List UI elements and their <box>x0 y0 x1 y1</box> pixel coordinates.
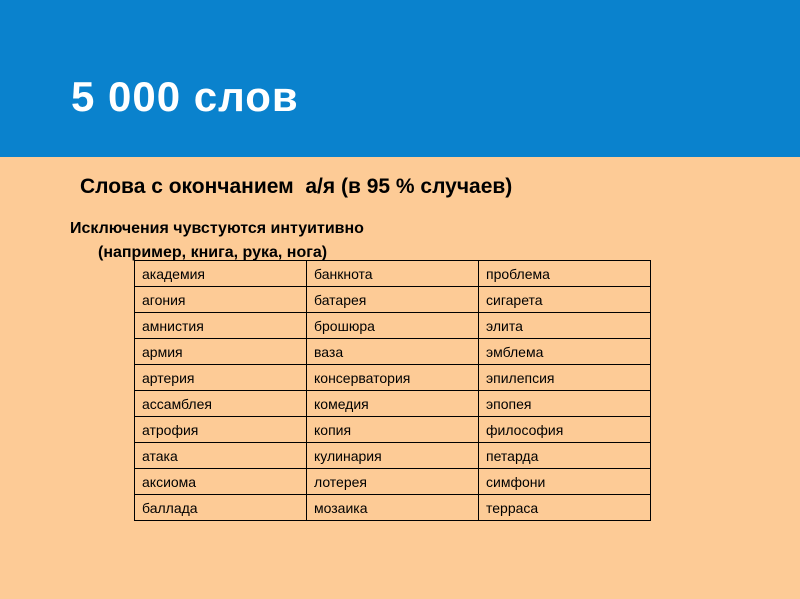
table-cell: философия <box>479 417 651 443</box>
slide-title: 5 000 слов <box>71 73 299 120</box>
table-cell: петарда <box>479 443 651 469</box>
table-cell: сигарета <box>479 287 651 313</box>
table-cell: комедия <box>307 391 479 417</box>
table-cell: копия <box>307 417 479 443</box>
table-cell: терраса <box>479 495 651 521</box>
table-cell: эпопея <box>479 391 651 417</box>
table-cell: банкнота <box>307 261 479 287</box>
table-row <box>135 339 651 365</box>
table-row <box>135 391 651 417</box>
table-row <box>135 495 651 521</box>
table-row <box>135 417 651 443</box>
table-row <box>135 287 651 313</box>
table-cell: ассамблея <box>135 391 307 417</box>
table-cell: симфони <box>479 469 651 495</box>
title-banner <box>0 0 800 157</box>
table-cell: кулинария <box>307 443 479 469</box>
table-cell: атрофия <box>135 417 307 443</box>
slide-subtitle: Слова с окончанием а/я (в 95 % случаев) <box>80 175 513 198</box>
table-row <box>135 313 651 339</box>
exceptions-note: Исключения чувстуются интуитивно <box>70 220 364 237</box>
table-cell: армия <box>135 339 307 365</box>
exceptions-example: (например, книга, рука, нога) <box>98 244 328 261</box>
table-cell: ваза <box>307 339 479 365</box>
table-cell: брошюра <box>307 313 479 339</box>
table-cell: артерия <box>135 365 307 391</box>
table-cell: атака <box>135 443 307 469</box>
table-row <box>135 365 651 391</box>
table-cell: академия <box>135 261 307 287</box>
table-cell: агония <box>135 287 307 313</box>
table-cell: консерватория <box>307 365 479 391</box>
table-cell: лотерея <box>307 469 479 495</box>
table-cell: амнистия <box>135 313 307 339</box>
table-cell: аксиома <box>135 469 307 495</box>
table-row <box>135 261 651 287</box>
table-cell: баллада <box>135 495 307 521</box>
table-cell: эмблема <box>479 339 651 365</box>
word-table <box>134 260 651 521</box>
table-cell: элита <box>479 313 651 339</box>
table-row <box>135 469 651 495</box>
table-cell: мозаика <box>307 495 479 521</box>
table-row <box>135 443 651 469</box>
table-cell: батарея <box>307 287 479 313</box>
table-cell: проблема <box>479 261 651 287</box>
table-cell: эпилепсия <box>479 365 651 391</box>
